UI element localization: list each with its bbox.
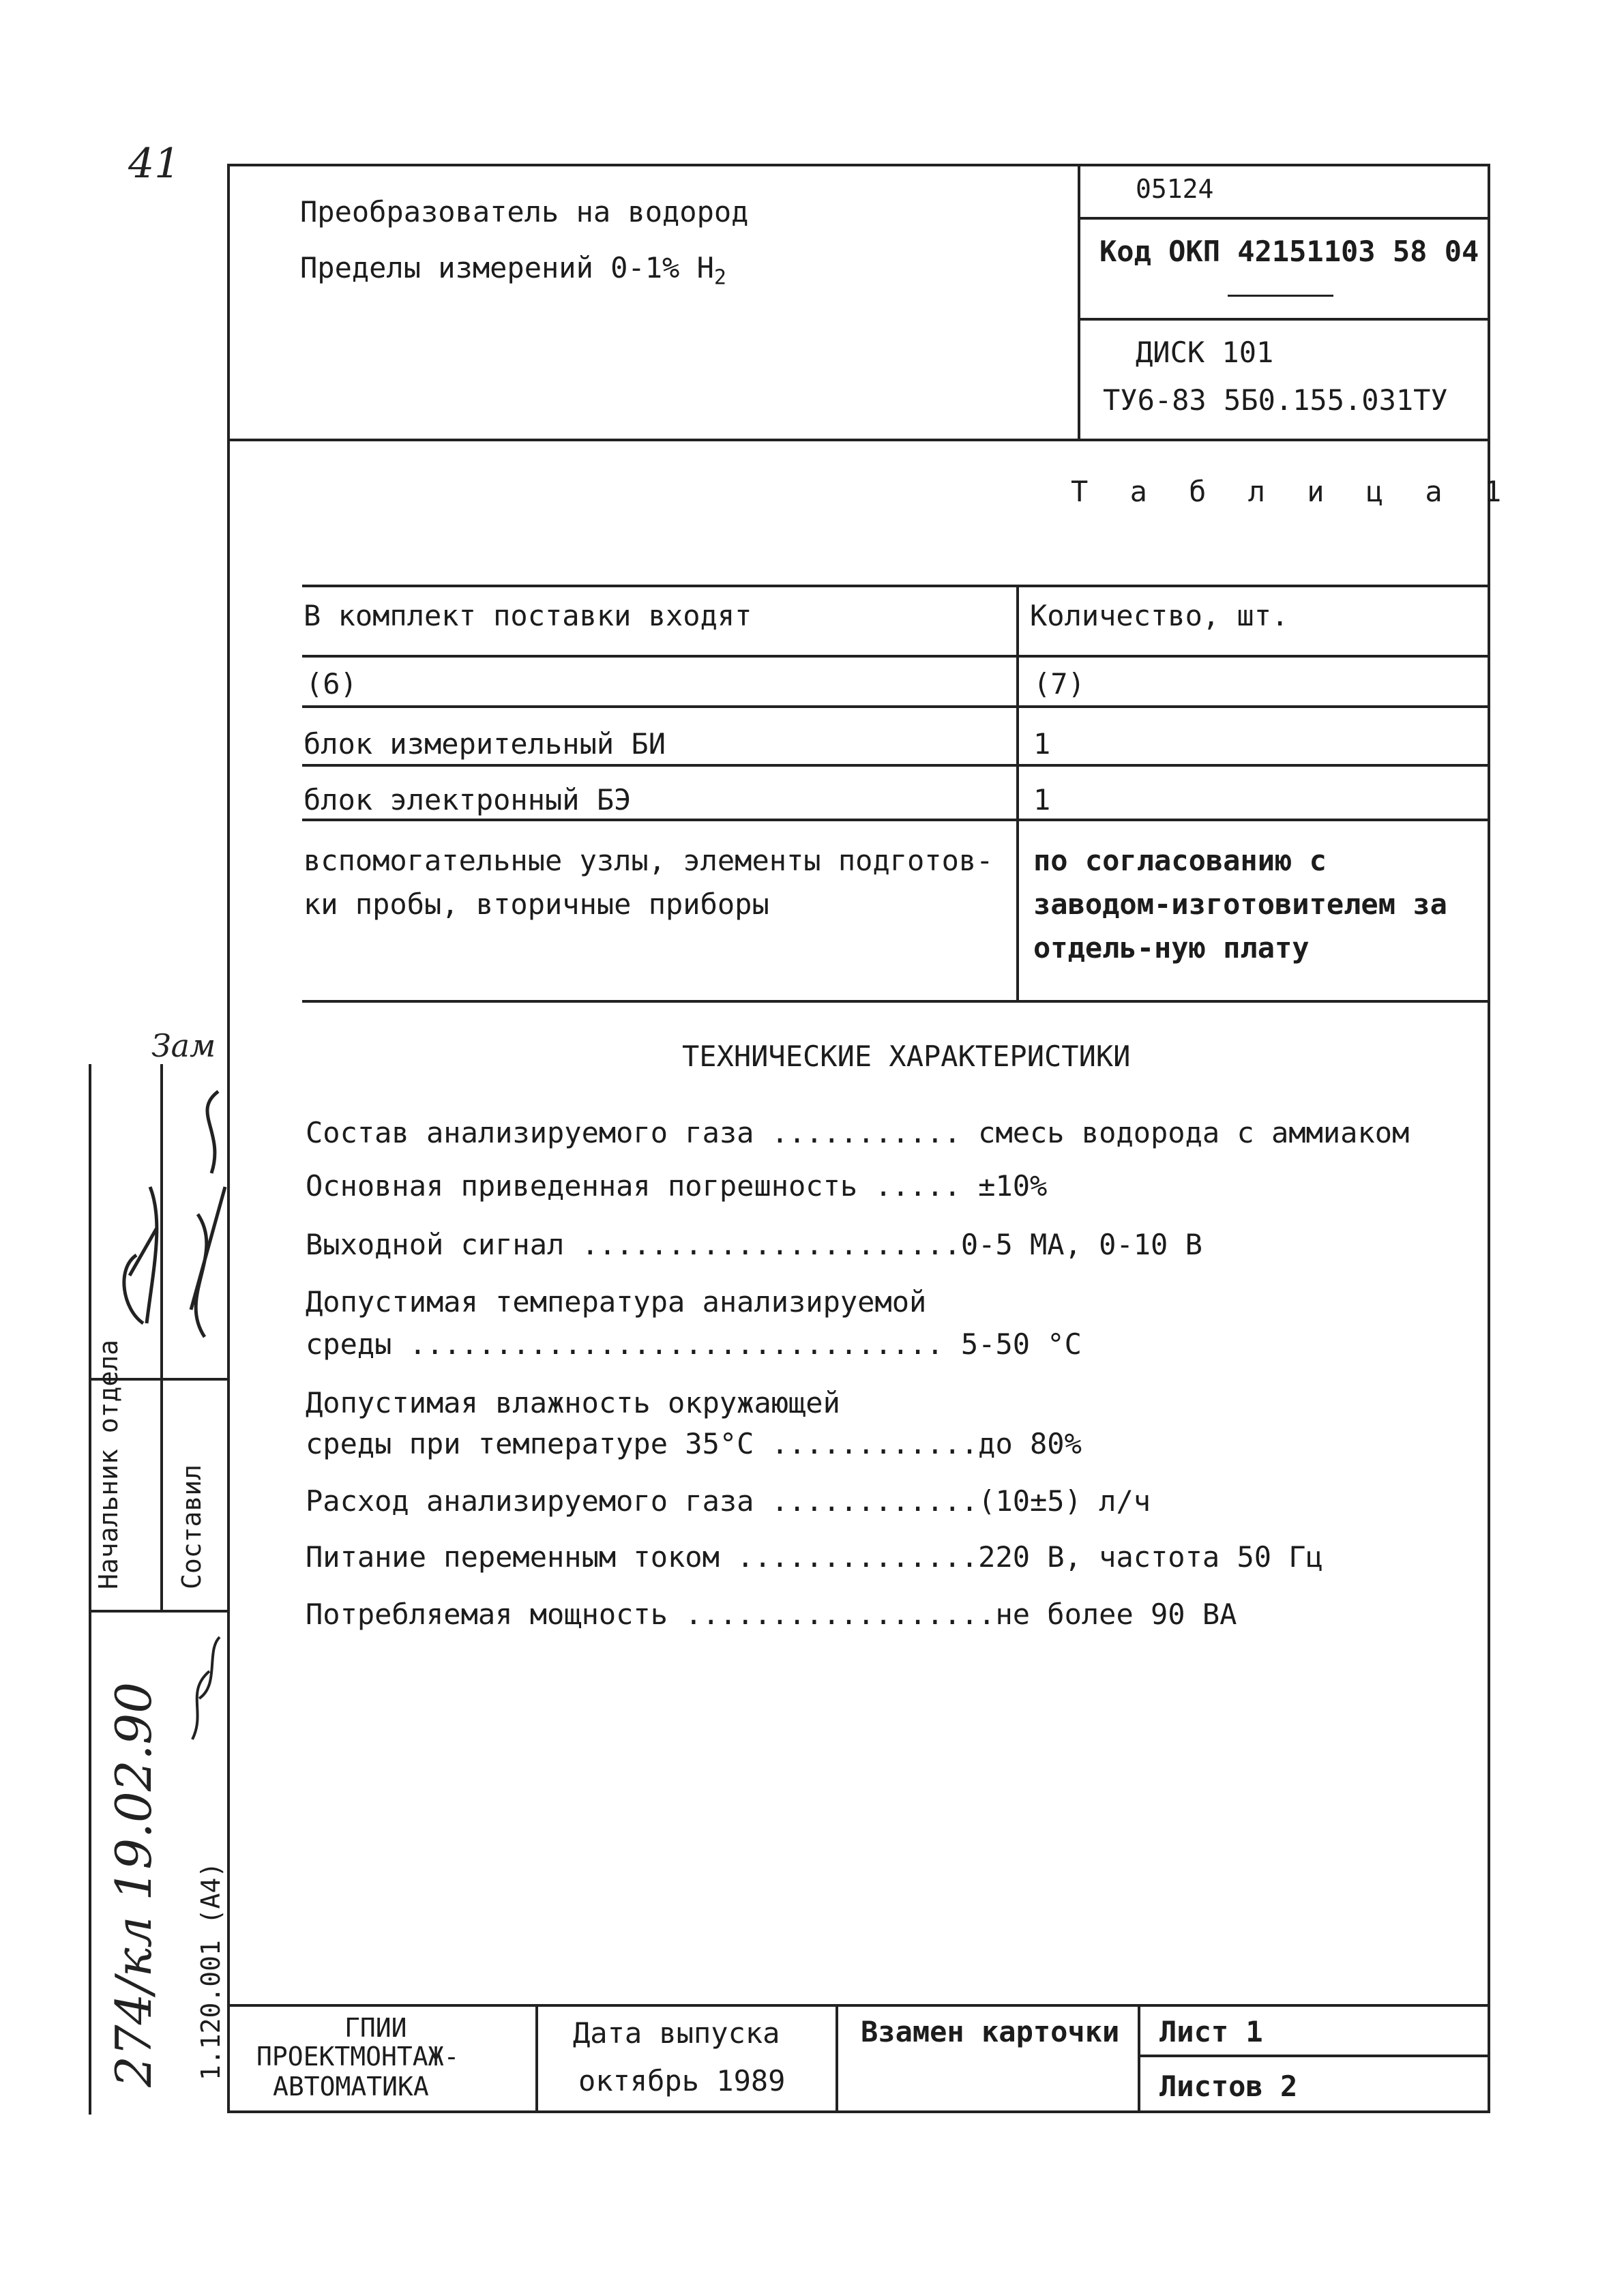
footer-org-line: ГПИИ: [344, 2013, 407, 2043]
supply-col-number-2: (7): [1033, 667, 1085, 701]
head-of-department-label: Начальник отдела: [93, 1339, 123, 1589]
disk-code: ДИСК 101: [1136, 336, 1274, 369]
footer-divider-2: [836, 2004, 838, 2113]
product-title: Преобразователь на водород: [300, 195, 749, 229]
spec-line: Питание переменным током ..............220 В, частота 50 Гц: [306, 1540, 1323, 1574]
supply-table-row2-bottom: [302, 819, 1489, 821]
tu-code: ТУ6-83 5Б0.155.031ТУ: [1103, 383, 1448, 417]
spec-line: Основная приведенная погрешность ..... ±10%: [306, 1169, 1048, 1203]
footer-divider-3: [1138, 2004, 1140, 2113]
handwritten-stamp: 274/кл 19.02.90: [105, 1681, 162, 2087]
spec-line: среды при температуре 35°С ............до 80%: [306, 1427, 1082, 1460]
spec-line: Состав анализируемого газа ........... смесь водорода с аммиаком: [306, 1116, 1410, 1149]
spec-line: Расход анализируемого газа ............(10±5) л/ч: [306, 1484, 1151, 1518]
header-bottom-line: [227, 439, 1490, 441]
code-underline: [1228, 295, 1333, 297]
supply-row-item: блок электронный БЭ: [304, 783, 632, 816]
measurement-range-sub: 2: [713, 265, 726, 290]
card-number: 05124: [1136, 174, 1214, 204]
footer-org-line: АВТОМАТИКА: [273, 2072, 429, 2102]
sheet-label: Лист 1: [1159, 2015, 1263, 2048]
header-divider-2: [1078, 318, 1490, 321]
supply-table-head-bottom: [302, 655, 1489, 658]
supply-header-item: В комплект поставки входят: [304, 599, 752, 632]
spec-line: Допустимая влажность окружающей: [306, 1386, 840, 1419]
table-title: Т а б л и ц а 1: [1071, 475, 1514, 508]
specs-heading: ТЕХНИЧЕСКИЕ ХАРАКТЕРИСТИКИ: [682, 1040, 1131, 1073]
supply-row-item: вспомогательные узлы, элементы подготов-ки пробы, вторичные приборы: [304, 844, 994, 921]
left-strip-divider-2: [89, 1610, 228, 1613]
supply-row-qty: 1: [1033, 783, 1051, 816]
replaces-card-label: Взамен карточки: [861, 2015, 1120, 2048]
measurement-range-text: Пределы измерений 0-1% H: [300, 251, 714, 284]
supply-row-qty: по согласованию с заводом-изготовителем за отдель-ную плату: [1033, 844, 1447, 965]
spec-line: среды ............................... 5-50 °С: [306, 1327, 1082, 1361]
supply-header-qty: Количество, шт.: [1030, 599, 1289, 632]
supply-col-number-1: (6): [306, 667, 357, 701]
footer-org-line: ПРОЕКТМОНТАЖ-: [256, 2042, 460, 2072]
spec-line: Выходной сигнал ......................0-5 МА, 0-10 В: [306, 1228, 1202, 1261]
compiled-by-label: Составил: [177, 1464, 207, 1589]
measurement-range: [300, 251, 726, 290]
page-number: 41: [128, 140, 181, 188]
release-date-label: Дата выпуска: [573, 2016, 780, 2050]
footer-sheet-divider: [1138, 2055, 1490, 2057]
supply-row-item: блок измерительный БИ: [304, 727, 666, 761]
supply-table-top: [302, 585, 1489, 587]
footer-top-line: [227, 2004, 1490, 2007]
spec-line: Потребляемая мощность ..................не более 90 ВА: [306, 1598, 1237, 1631]
supply-table-num-bottom: [302, 705, 1489, 708]
sheets-total-label: Листов 2: [1159, 2070, 1298, 2103]
header-divider-1: [1078, 217, 1490, 220]
okp-code: Код ОКП 42151103 58 04: [1099, 235, 1479, 268]
supply-table-col-divider: [1016, 585, 1019, 1000]
handwritten-note: Зам: [151, 1027, 216, 1064]
signatures: [89, 1050, 239, 1432]
release-date-value: октябрь 1989: [578, 2064, 786, 2098]
supply-table-row1-bottom: [302, 764, 1489, 767]
supply-table-bottom: [302, 1000, 1489, 1003]
form-code: 1.120.001 (А4): [196, 1861, 226, 2080]
spec-line: Допустимая температура анализируемой: [306, 1285, 927, 1319]
header-divider-vertical: [1078, 164, 1080, 440]
footer-divider-1: [535, 2004, 538, 2113]
supply-row-qty: 1: [1033, 727, 1051, 761]
approval-signature: [179, 1623, 233, 1746]
